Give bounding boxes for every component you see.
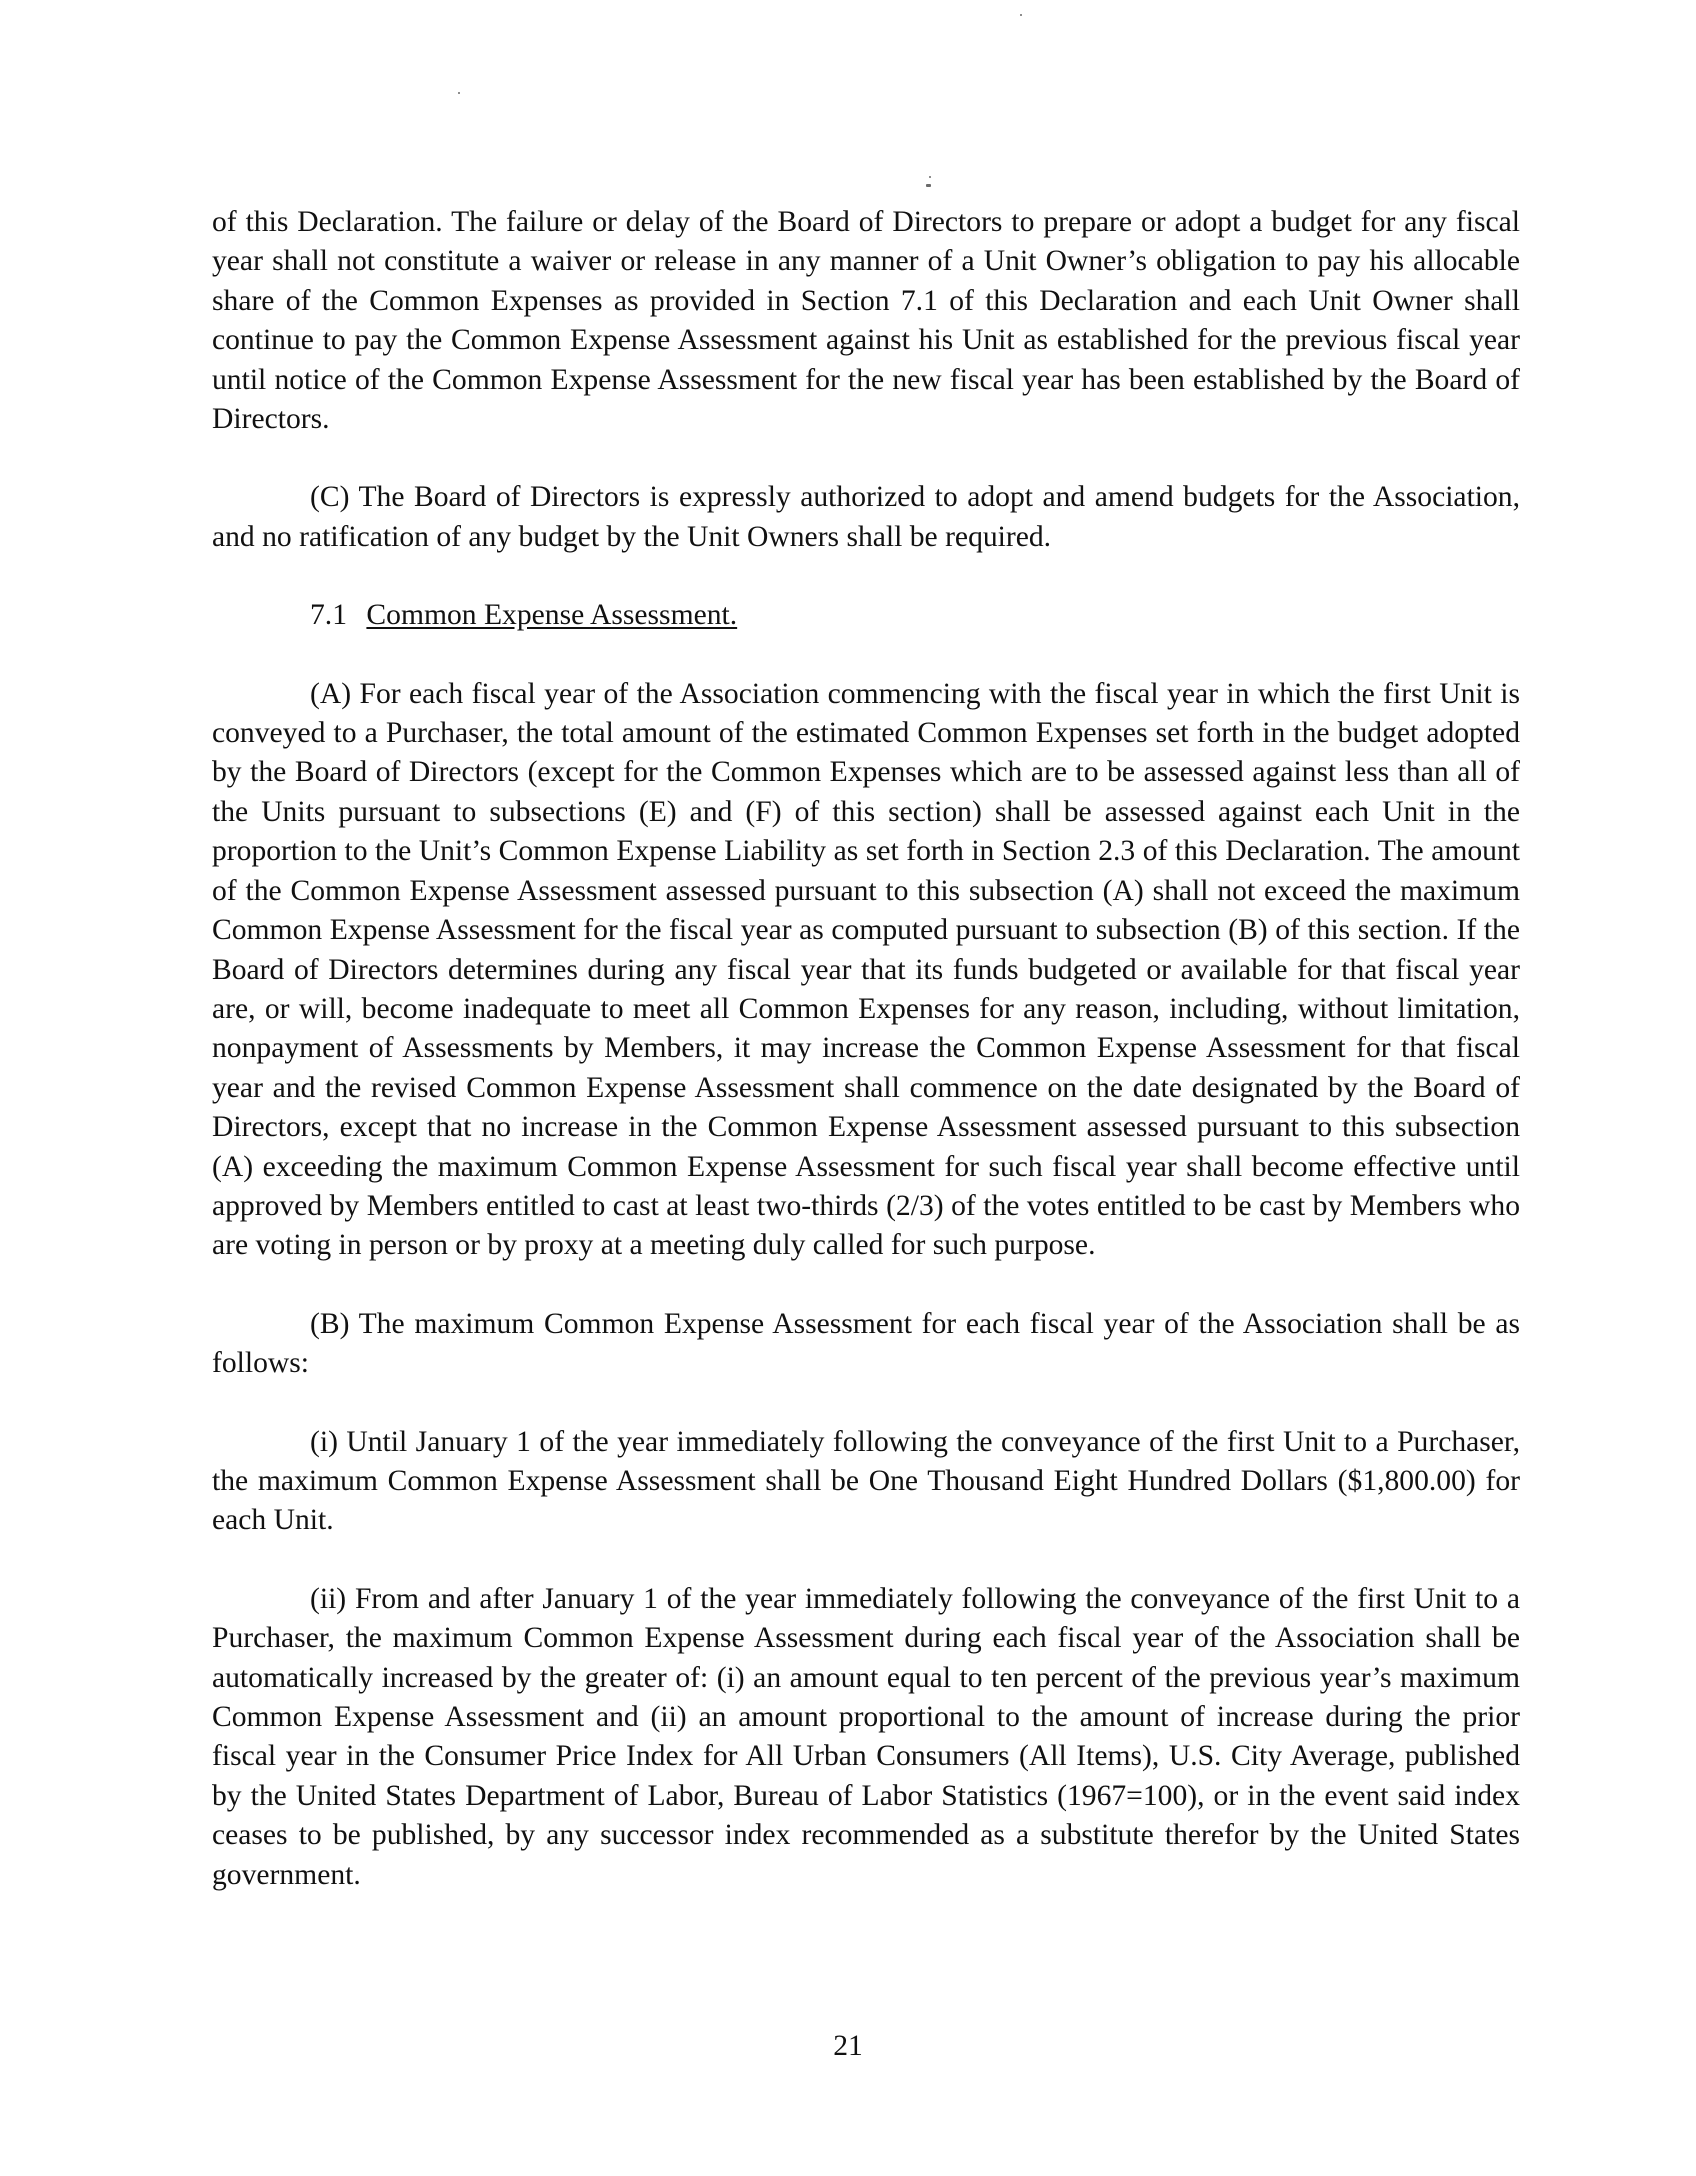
paragraph-subsection-b: (B) The maximum Common Expense Assessment for each fiscal year of the Association shall be as follows: <box>212 1307 1520 1380</box>
paragraph-clause-i: (i) Until January 1 of the year immediately following the conveyance of the first Unit to a Purchaser, the maximum Common Expense Assessment shall be One Thousand Eight Hundred Dollars ($1,800.00) for each Unit. <box>212 1425 1520 1537</box>
scan-speck-mark <box>926 184 931 187</box>
scan-speck-dot <box>929 176 931 178</box>
section-heading <box>212 596 1520 635</box>
section-number: 7.1 <box>310 599 347 632</box>
paragraph-subsection-a: (A) For each fiscal year of the Association commencing with the fiscal year in which the first Unit is conveyed to a Purchaser, the total amount of the estimated Common Expenses set forth in the budget adopted by the Board of Directors (except for the Common Expenses which are to be assessed against less than all of the Units pursuant to subsections (E) and (F) of this section) shall be assessed against each Unit in the proportion to the Unit’s Common Expense Liability as set forth in Section 2.3 of this Declaration. The amount of the Common Expense Assessment assessed pursuant to this subsection (A) shall not exceed the maximum Common Expense Assessment for the fiscal year as computed pursuant to subsection (B) of this section. If the Board of Directors determines during any fiscal year that its funds budgeted or available for that fiscal year are, or will, become inadequate to meet all Common Expenses for any reason, including, without limitation, nonpayment of Assessments by Members, it may increase the Common Expense Assessment for that fiscal year and the revised Common Expense Assessment shall commence on the date designated by the Board of Directors, except that no increase in the Common Expense Assessment assessed pursuant to this subsection (A) exceeding the maximum Common Expense Assessment for such fiscal year shall become effective until approved by Members entitled to cast at least two-thirds (2/3) of the votes entitled to be cast by Members who are voting in person or by proxy at a meeting duly called for such purpose. <box>212 677 1520 1262</box>
paragraph-clause-ii: (ii) From and after January 1 of the year immediately following the conveyance of the first Unit to a Purchaser, the maximum Common Expense Assessment during each fiscal year of the Association shall be automatically increased by the greater of: (i) an amount equal to ten percent of the previous year’s maximum Common Expense Assessment and (ii) an amount proportional to the amount of increase during the prior fiscal year in the Consumer Price Index for All Urban Consumers (All Items), U.S. City Average, published by the United States Department of Labor, Bureau of Labor Statistics (1967=100), or in the event said index ceases to be published, by any successor index recommended as a substitute therefor by the United States government. <box>212 1582 1520 1891</box>
scan-speck-top <box>1020 14 1022 16</box>
page-number: 21 <box>833 2030 863 2062</box>
paragraph-continuation: of this Declaration. The failure or delay of the Board of Directors to prepare or adopt a budget for any fiscal year shall not constitute a waiver or release in any manner of a Unit Owner’s obligation to pay his allocable share of the Common Expenses as provided in Section 7.1 of this Declaration and each Unit Owner shall continue to pay the Common Expense Assessment against his Unit as established for the previous fiscal year until notice of the Common Expense Assessment for the new fiscal year has been established by the Board of Directors. <box>212 206 1520 436</box>
paragraph-subsection-c: (C) The Board of Directors is expressly authorized to adopt and amend budgets for the Association, and no ratification of any budget by the Unit Owners shall be required. <box>212 481 1520 553</box>
scan-speck-left <box>458 92 460 94</box>
section-title: Common Expense Assessment. <box>366 599 738 632</box>
document-body <box>212 203 1520 1934</box>
